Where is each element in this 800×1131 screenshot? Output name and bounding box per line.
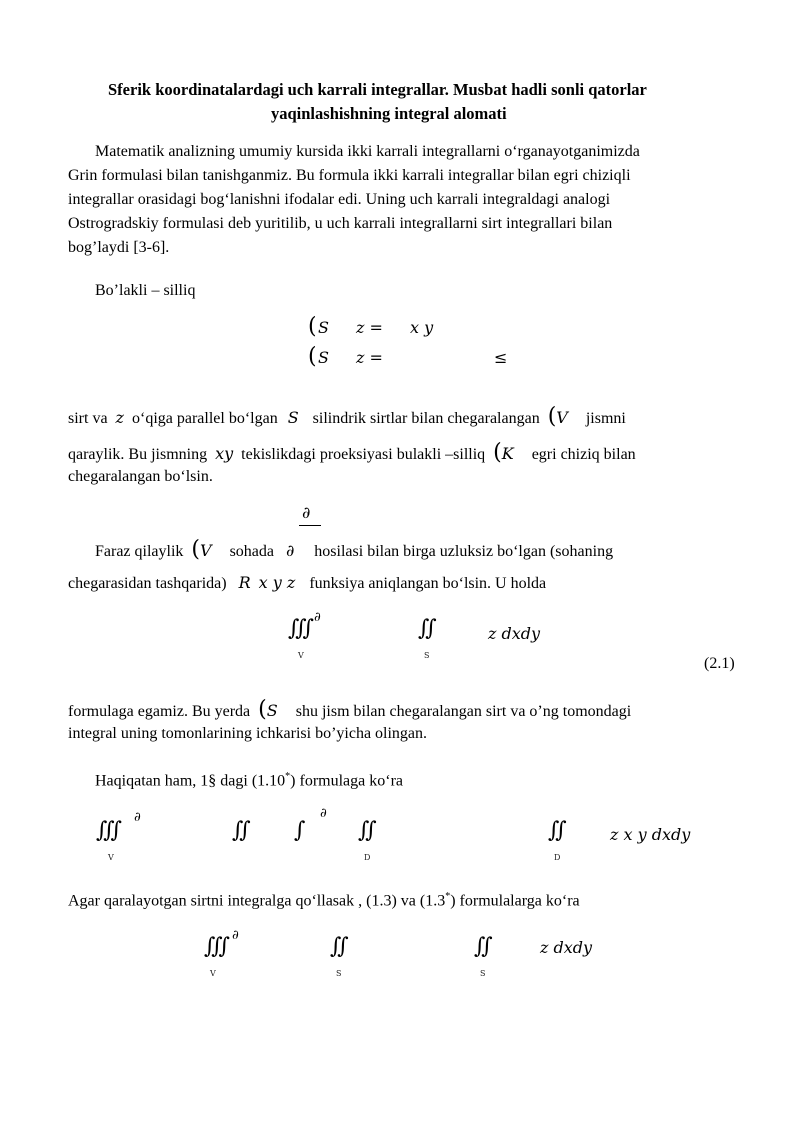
r-symbol: R bbox=[238, 573, 251, 592]
intro-line-2: Grin formulasi bilan tanishganmiz. Bu formula ikki karrali integrallar bilan egri chiziqli bbox=[68, 167, 631, 184]
z-symbol: z bbox=[115, 408, 124, 427]
surface-symbol: S bbox=[318, 318, 329, 337]
text: ) formulaga ko‘ra bbox=[290, 772, 404, 790]
triple-integral-icon: ∭ bbox=[96, 818, 123, 843]
formulaga-line bbox=[68, 698, 631, 724]
partial-symbol: ∂ bbox=[134, 810, 141, 825]
text: sirt va bbox=[68, 410, 108, 427]
intro-line-5: bog’laydi [3-6]. bbox=[68, 239, 170, 256]
partial-denominator: ∂ bbox=[286, 541, 295, 560]
text: jismni bbox=[585, 410, 626, 427]
qaraylik-line bbox=[68, 441, 636, 467]
superscript: * bbox=[285, 771, 291, 782]
region-label: D bbox=[364, 853, 371, 862]
text: sohada bbox=[229, 543, 275, 560]
text: qaraylik. Bu jismning bbox=[68, 446, 208, 463]
double-integral-icon: ∬ bbox=[548, 818, 567, 843]
v-symbol: V bbox=[200, 541, 212, 560]
faraz-line bbox=[95, 538, 613, 564]
sirt-line bbox=[68, 405, 626, 431]
text: silindrik sirtlar bilan chegaralangan bbox=[312, 410, 540, 427]
text: chegarasidan tashqarida) bbox=[68, 575, 227, 592]
function-args: x y z bbox=[258, 573, 296, 592]
surface-label: S bbox=[424, 651, 430, 660]
text: Faraz qilaylik bbox=[95, 543, 184, 560]
page-title-line-2: yaqinlashishning integral alomati bbox=[271, 104, 507, 123]
text: Haqiqatan ham, 1§ dagi (1.10 bbox=[95, 772, 286, 790]
triple-integral-icon: ∭ bbox=[288, 616, 315, 641]
v-symbol: V bbox=[556, 408, 568, 427]
paren: ( bbox=[258, 697, 267, 722]
paren: ( bbox=[493, 440, 502, 465]
surface-label: S bbox=[336, 969, 342, 978]
fraction-line bbox=[299, 525, 321, 526]
chegara-line: chegaralangan bo‘lsin. bbox=[68, 468, 213, 485]
paren: ( bbox=[308, 314, 317, 339]
text: o‘qiga parallel bo‘lgan bbox=[131, 410, 278, 427]
partial-symbol: ∂ bbox=[320, 806, 327, 821]
text: shu jism bilan chegaralangan sirt va o’ng tomondagi bbox=[295, 703, 632, 720]
surface-symbol: S bbox=[318, 348, 329, 367]
integrand: z x y dxdy bbox=[610, 825, 691, 844]
s-symbol: S bbox=[287, 408, 299, 427]
region-label: D bbox=[554, 853, 561, 862]
double-integral-icon: ∬ bbox=[474, 934, 493, 959]
intro-line-1: Matematik analizning umumiy kursida ikki karrali integrallarni o‘rganayotganimizda bbox=[95, 143, 640, 160]
k-symbol: K bbox=[501, 444, 514, 463]
equation-number: (2.1) bbox=[704, 655, 735, 672]
xy-symbol: xy bbox=[215, 444, 234, 463]
superscript: * bbox=[445, 891, 451, 902]
text: funksiya aniqlangan bo‘lsin. U holda bbox=[309, 575, 547, 592]
double-integral-icon: ∬ bbox=[418, 616, 437, 641]
intro-line-3: integrallar orasidagi bog‘lanishni ifodalar edi. Uning uch karrali integraldagi analogi bbox=[68, 191, 611, 208]
text: formulaga egamiz. Bu yerda bbox=[68, 703, 251, 720]
surface-label: S bbox=[480, 969, 486, 978]
chegarasidan-line bbox=[68, 571, 546, 596]
intro-line-4: Ostrogradskiy formulasi deb yuritilib, u uch karrali integrallarni sirt integrallari bilan bbox=[68, 215, 613, 232]
text: Agar qaralayotgan sirtni integralga qo‘llasak , (1.3) va (1.3 bbox=[68, 892, 446, 910]
domain-label: V bbox=[298, 651, 304, 660]
bolakli-text: Bo’lakli – silliq bbox=[95, 282, 196, 299]
paren: ( bbox=[547, 404, 557, 429]
agar-line bbox=[68, 885, 580, 913]
text: egri chiziq bilan bbox=[531, 446, 636, 463]
paren: ( bbox=[191, 537, 201, 562]
text: ) formulalarga ko‘ra bbox=[450, 892, 580, 910]
partial-numerator: ∂ bbox=[302, 503, 311, 522]
double-integral-icon: ∬ bbox=[232, 818, 251, 843]
text: tekislikdagi proeksiyasi bulakli –silliq bbox=[241, 446, 486, 463]
s-symbol: S bbox=[266, 701, 278, 720]
paren: ( bbox=[308, 344, 317, 369]
domain-label: V bbox=[210, 969, 216, 978]
haqiqatan-line bbox=[95, 765, 403, 793]
triple-integral-icon: ∭ bbox=[204, 934, 231, 959]
formulaga-line-2: integral uning tomonlarining ichkarisi bo’yicha olingan. bbox=[68, 725, 428, 742]
integrand: z dxdy bbox=[540, 938, 593, 957]
text: hosilasi bilan birga uzluksiz bo‘lgan (sohaning bbox=[314, 543, 614, 560]
integrand: z dxdy bbox=[488, 624, 541, 643]
equation-lhs: z = bbox=[356, 318, 383, 337]
double-integral-icon: ∬ bbox=[358, 818, 377, 843]
domain-label: V bbox=[108, 853, 114, 862]
equation-lhs: z = bbox=[356, 348, 383, 367]
page-title-line-1: Sferik koordinatalardagi uch karrali integrallar. Musbat hadli sonli qatorlar bbox=[108, 80, 647, 99]
double-integral-icon: ∬ bbox=[330, 934, 349, 959]
le-symbol: ≤ bbox=[494, 348, 508, 367]
single-integral-icon: ∫ bbox=[294, 818, 306, 843]
equation-args: x y bbox=[410, 318, 434, 337]
partial-symbol: ∂ bbox=[314, 610, 321, 625]
partial-symbol: ∂ bbox=[232, 928, 239, 943]
